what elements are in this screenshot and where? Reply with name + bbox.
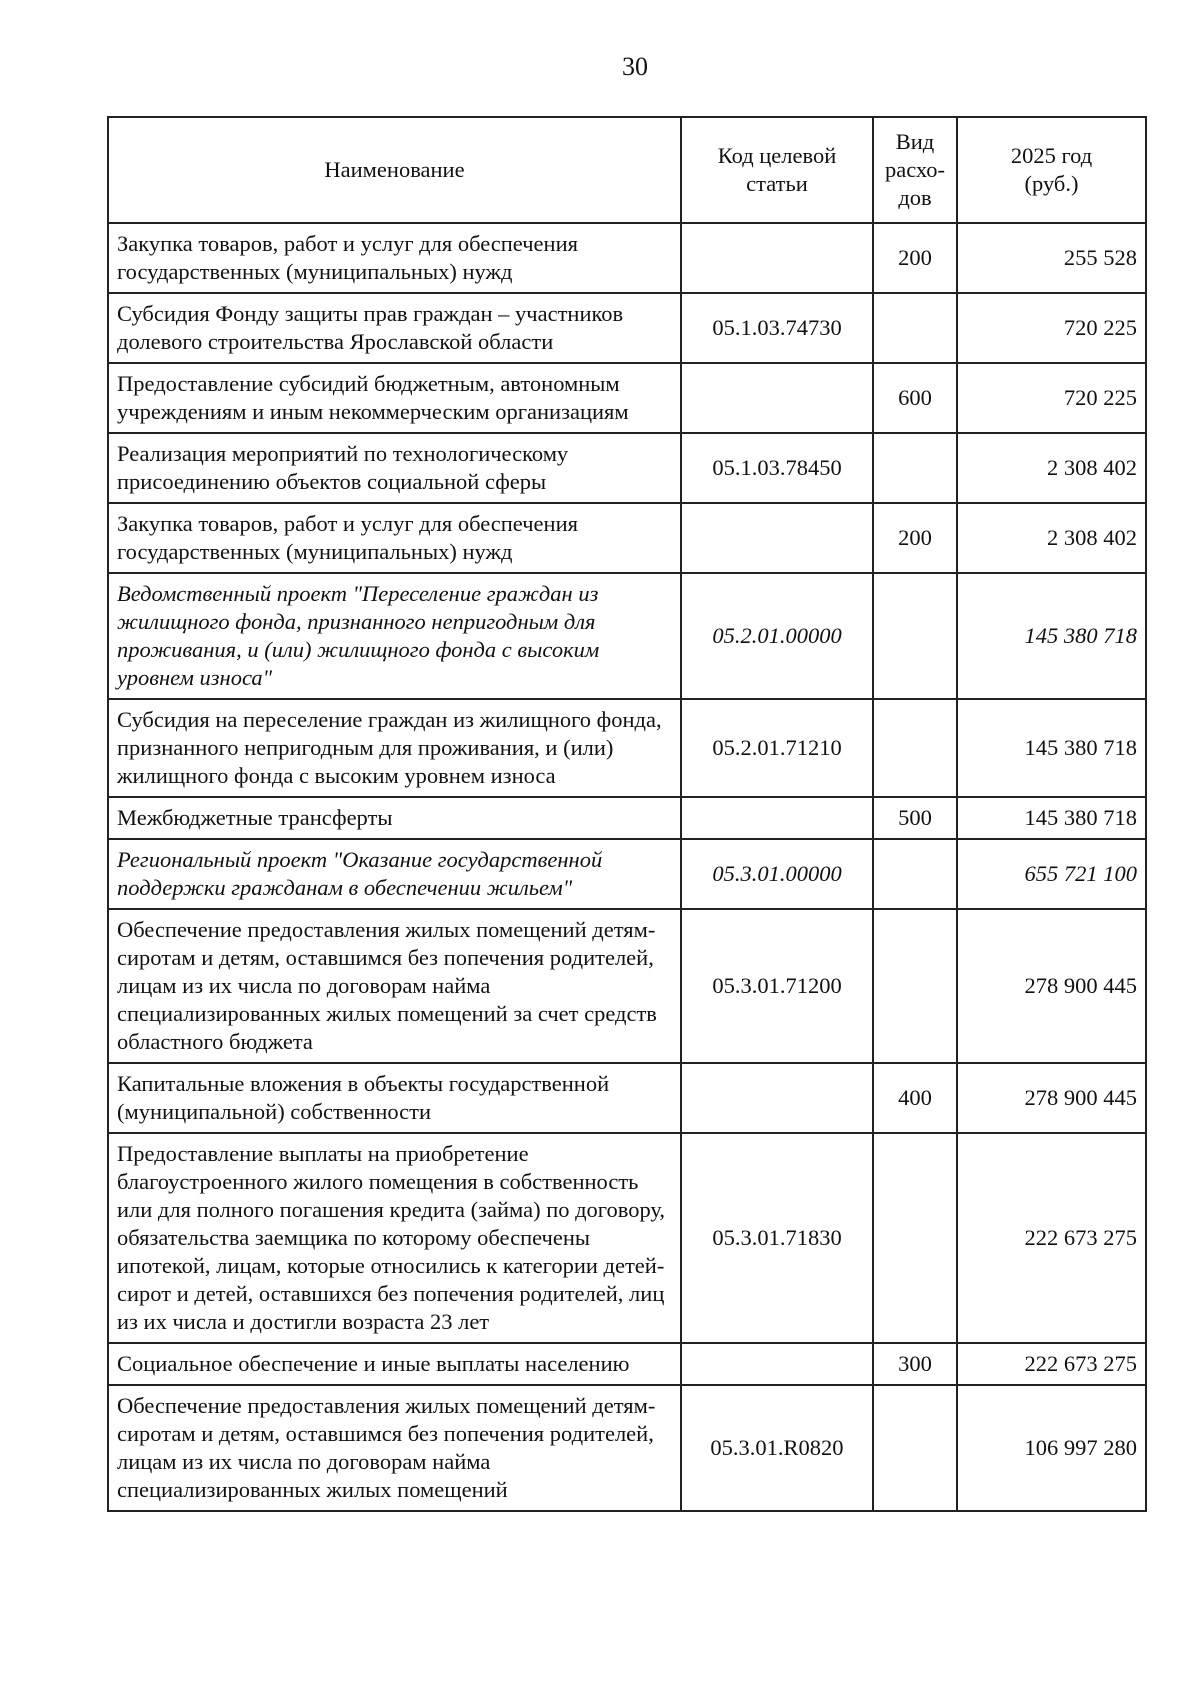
row-name-cell: Предоставление субсидий бюджетным, автономным учреждениям и иным некоммерческим организациям <box>108 363 681 433</box>
row-sum-cell: 222 673 275 <box>957 1343 1146 1385</box>
row-code-cell <box>681 363 873 433</box>
row-code-cell: 05.2.01.00000 <box>681 573 873 699</box>
row-code-cell <box>681 1343 873 1385</box>
budget-table <box>107 116 1147 1512</box>
row-kind-cell <box>873 433 957 503</box>
row-code-cell: 05.1.03.78450 <box>681 433 873 503</box>
table-row <box>108 573 1146 699</box>
row-kind-cell: 500 <box>873 797 957 839</box>
row-code-cell <box>681 223 873 293</box>
row-sum-cell: 145 380 718 <box>957 699 1146 797</box>
row-name-cell: Обеспечение предоставления жилых помещений детям-сиротам и детям, оставшимся без попечения родителей, лицам из их числа по договорам найма специализированных жилых помещений <box>108 1385 681 1511</box>
row-name-cell: Региональный проект "Оказание государственной поддержки гражданам в обеспечении жильем" <box>108 839 681 909</box>
row-kind-cell <box>873 699 957 797</box>
row-kind-cell <box>873 293 957 363</box>
header-code: Код целевой статьи <box>681 117 873 223</box>
row-code-cell: 05.3.01.00000 <box>681 839 873 909</box>
row-code-cell: 05.3.01.71830 <box>681 1133 873 1343</box>
row-code-cell <box>681 797 873 839</box>
row-code-cell <box>681 503 873 573</box>
row-sum-cell: 2 308 402 <box>957 433 1146 503</box>
table-row <box>108 503 1146 573</box>
row-sum-cell: 2 308 402 <box>957 503 1146 573</box>
row-name-cell: Закупка товаров, работ и услуг для обеспечения государственных (муниципальных) нужд <box>108 223 681 293</box>
table-row <box>108 1133 1146 1343</box>
row-name-cell: Субсидия на переселение граждан из жилищного фонда, признанного непригодным для проживания, и (или) жилищного фонда с высоким уровнем износа <box>108 699 681 797</box>
table-row <box>108 433 1146 503</box>
table-row <box>108 797 1146 839</box>
table-row <box>108 223 1146 293</box>
row-sum-cell: 145 380 718 <box>957 797 1146 839</box>
row-name-cell: Закупка товаров, работ и услуг для обеспечения государственных (муниципальных) нужд <box>108 503 681 573</box>
row-sum-cell: 222 673 275 <box>957 1133 1146 1343</box>
table-header-row <box>108 117 1146 223</box>
row-name-cell: Субсидия Фонду защиты прав граждан – участников долевого строительства Ярославской области <box>108 293 681 363</box>
row-name-cell: Межбюджетные трансферты <box>108 797 681 839</box>
header-name: Наименование <box>108 117 681 223</box>
row-sum-cell: 655 721 100 <box>957 839 1146 909</box>
row-sum-cell: 145 380 718 <box>957 573 1146 699</box>
header-sum: 2025 год (руб.) <box>957 117 1146 223</box>
row-kind-cell <box>873 839 957 909</box>
table-row <box>108 909 1146 1063</box>
row-kind-cell: 400 <box>873 1063 957 1133</box>
row-code-cell: 05.3.01.71200 <box>681 909 873 1063</box>
row-sum-cell: 278 900 445 <box>957 909 1146 1063</box>
row-name-cell: Предоставление выплаты на приобретение благоустроенного жилого помещения в собственность или для полного погашения кредита (займа) по договору, обязательства заемщика по которому обеспечены ипотекой, лицам, которые относились к категории детей-сирот и детей, оставшихся без попечения родителей, лиц из их числа и достигли возраста 23 лет <box>108 1133 681 1343</box>
row-kind-cell <box>873 1133 957 1343</box>
row-code-cell: 05.2.01.71210 <box>681 699 873 797</box>
row-kind-cell: 300 <box>873 1343 957 1385</box>
row-code-cell: 05.3.01.R0820 <box>681 1385 873 1511</box>
table-row <box>108 699 1146 797</box>
row-sum-cell: 720 225 <box>957 293 1146 363</box>
table-row <box>108 1343 1146 1385</box>
row-kind-cell: 200 <box>873 503 957 573</box>
page-number: 30 <box>622 52 648 81</box>
row-kind-cell <box>873 1385 957 1511</box>
row-kind-cell: 200 <box>873 223 957 293</box>
table-row <box>108 293 1146 363</box>
row-name-cell: Ведомственный проект "Переселение граждан из жилищного фонда, признанного непригодным для проживания, и (или) жилищного фонда с высоким уровнем износа" <box>108 573 681 699</box>
row-sum-cell: 106 997 280 <box>957 1385 1146 1511</box>
table-row <box>108 1063 1146 1133</box>
header-kind: Вид расхо-дов <box>873 117 957 223</box>
table-row <box>108 1385 1146 1511</box>
row-name-cell: Обеспечение предоставления жилых помещений детям-сиротам и детям, оставшимся без попечения родителей, лицам из их числа по договорам найма специализированных жилых помещений за счет средств областного бюджета <box>108 909 681 1063</box>
row-sum-cell: 255 528 <box>957 223 1146 293</box>
table-body <box>108 223 1146 1511</box>
row-code-cell <box>681 1063 873 1133</box>
table-row <box>108 839 1146 909</box>
row-kind-cell <box>873 909 957 1063</box>
row-name-cell: Реализация мероприятий по технологическому присоединению объектов социальной сферы <box>108 433 681 503</box>
row-name-cell: Социальное обеспечение и иные выплаты населению <box>108 1343 681 1385</box>
table-row <box>108 363 1146 433</box>
row-sum-cell: 720 225 <box>957 363 1146 433</box>
row-code-cell: 05.1.03.74730 <box>681 293 873 363</box>
row-sum-cell: 278 900 445 <box>957 1063 1146 1133</box>
row-name-cell: Капитальные вложения в объекты государственной (муниципальной) собственности <box>108 1063 681 1133</box>
row-kind-cell: 600 <box>873 363 957 433</box>
row-kind-cell <box>873 573 957 699</box>
